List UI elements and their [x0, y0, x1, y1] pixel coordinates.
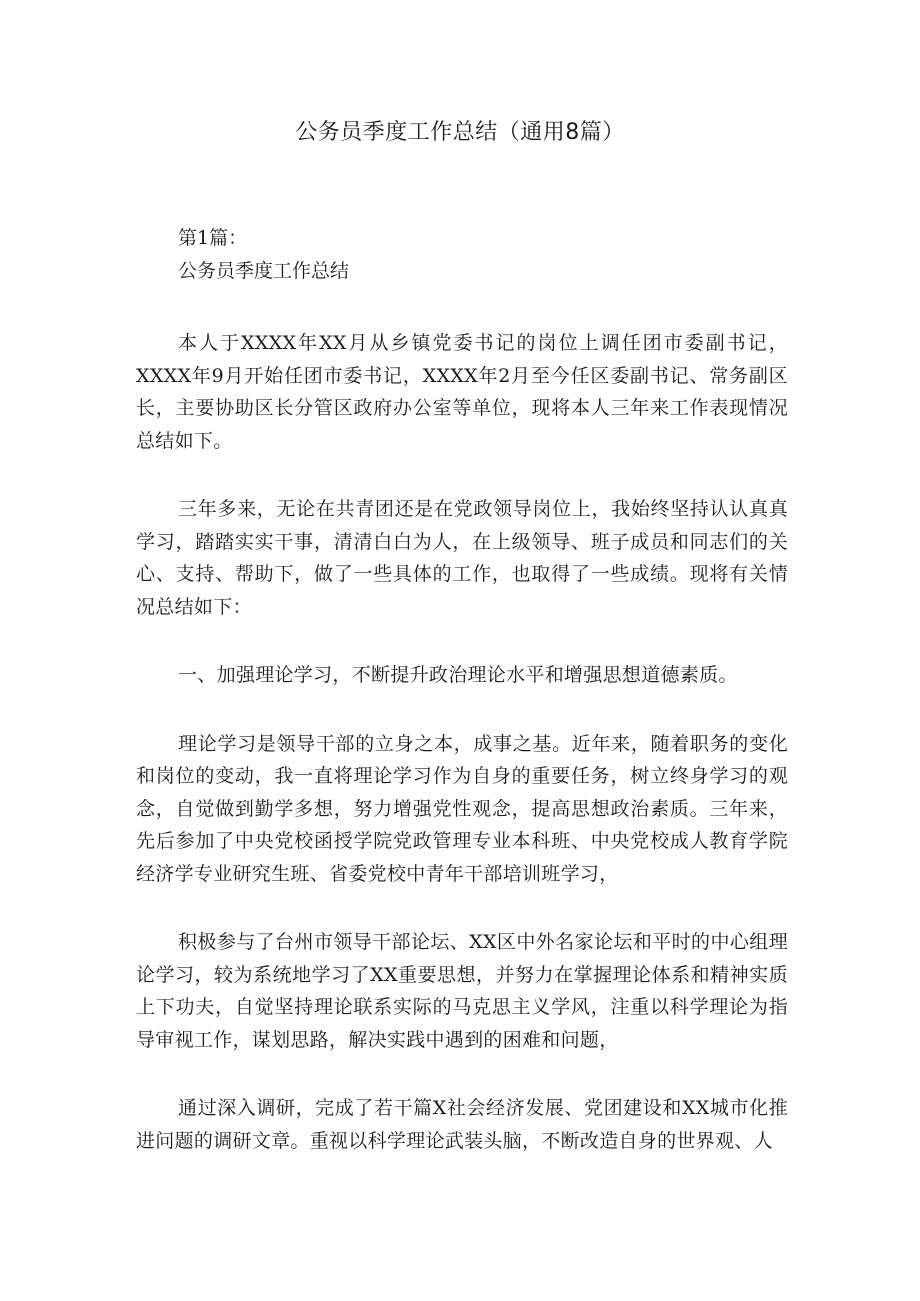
section-label: 第1篇：: [178, 227, 248, 249]
paragraph-5: 通过深入调研，完成了若干篇X社会经济发展、党团建设和XX城市化推进问题的调研文章。重视以科学理论武装头脑，不断改造自身的世界观、人: [136, 1097, 788, 1152]
paragraph-gap: [136, 692, 788, 728]
paragraph-gap: [136, 288, 788, 327]
paragraph-gap: [136, 890, 788, 926]
paragraph-gap: [136, 623, 788, 659]
paragraph-gap: [136, 457, 788, 493]
section-heading-1: 一、加强理论学习，不断提升政治理论水平和增强思想道德素质。: [178, 664, 738, 686]
document-body: [136, 222, 788, 1157]
section-title: 公务员季度工作总结: [178, 260, 350, 282]
document-title: 公务员季度工作总结（通用8篇）: [295, 120, 625, 145]
paragraph-1: 本人于XXXX年XX月从乡镇党委书记的岗位上调任团市委副书记，XXXX年9月开始任团市委书记，XXXX年2月至今任区委副书记、常务副区长，主要协助区长分管区政府办公室等单位，现将本人三年来工作表现情况总结如下。: [136, 332, 788, 452]
paragraph-3: 理论学习是领导干部的立身之本，成事之基。近年来，随着职务的变化和岗位的变动，我一直将理论学习作为自身的重要任务，树立终身学习的观念，自觉做到勤学多想，努力增强党性观念，提高思想政治素质。三年来，先后参加了中央党校函授学院党政管理专业本科班、中央党校成人教育学院经济学专业研究生班、省委党校中青年干部培训班学习，: [136, 732, 788, 885]
paragraph-4: 积极参与了台州市领导干部论坛、XX区中外名家论坛和平时的中心组理论学习，较为系统地学习了XX重要思想，并努力在掌握理论体系和精神实质上下功夫，自觉坚持理论联系实际的马克思主义学风，注重以科学理论为指导审视工作，谋划思路，解决实践中遇到的困难和问题，: [136, 931, 788, 1051]
paragraph-gap: [136, 1056, 788, 1092]
paragraph-2: 三年多来，无论在共青团还是在党政领导岗位上，我始终坚持认认真真学习，踏踏实实干事，清清白白为人，在上级领导、班子成员和同志们的关心、支持、帮助下，做了一些具体的工作，也取得了一些成绩。现将有关情况总结如下：: [136, 498, 788, 618]
